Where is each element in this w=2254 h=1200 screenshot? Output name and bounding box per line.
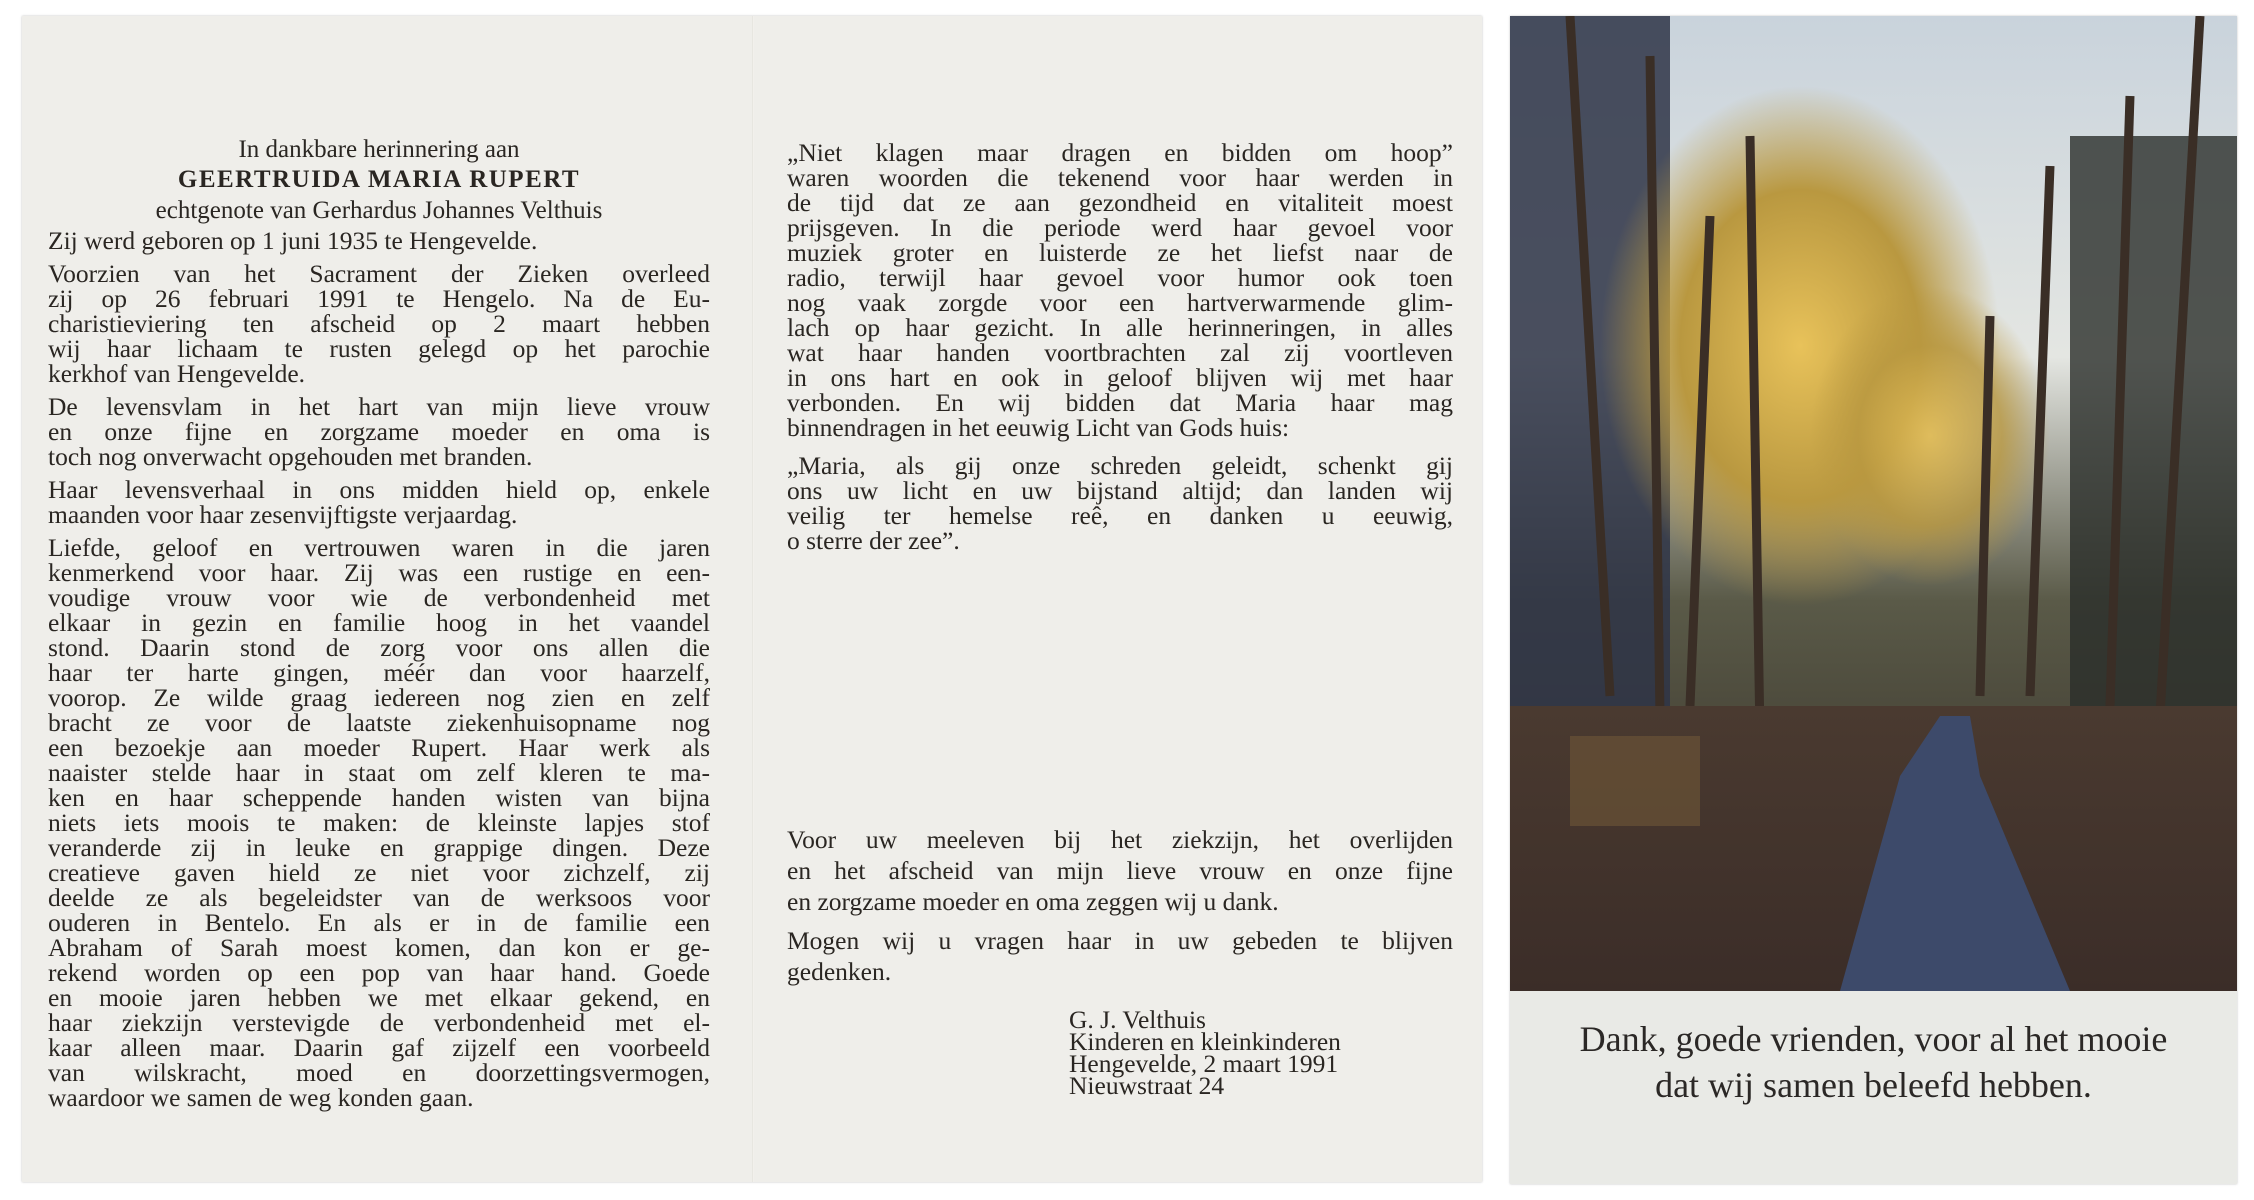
text-line: in ons hart en ook in geloof blijven wij met haar (787, 363, 1453, 392)
text-line: Zij werd geboren op 1 juni 1935 te Hengevelde. (48, 226, 538, 255)
text-line: veranderde zij in leuke en grappige dingen. Deze (48, 833, 710, 862)
text-line: rekend worden op een pop van haar hand. Goede (48, 958, 710, 987)
text-line: van wilskracht, moed en doorzettingsvermogen, (48, 1058, 710, 1087)
text-line: en zorgzame moeder en oma zeggen wij u dank. (787, 887, 1279, 916)
text-line: nog vaak zorgde voor een hartverwarmende glim- (787, 288, 1453, 317)
text-line: elkaar in gezin en familie hoog in het vaandel (48, 608, 710, 637)
text-line: wat haar handen voortbrachten zal zij voortleven (787, 338, 1453, 367)
text-line: „Maria, als gij onze schreden geleidt, schenkt gij (787, 451, 1453, 480)
spouse-line: echtgenote van Gerhardus Johannes Velthuis (155, 197, 603, 224)
autumn-forest-photo (1510, 16, 2237, 991)
text-line: ouderen in Bentelo. En als er in de familie een (48, 908, 710, 937)
text-line: toch nog onverwacht opgehouden met branden. (48, 442, 533, 471)
paragraph (48, 394, 710, 469)
text-line: gedenken. (787, 957, 892, 986)
paragraph (48, 261, 710, 386)
text-line: verbonden. En wij bidden dat Maria haar mag (787, 388, 1453, 417)
text-line: prijsgeven. In die periode werd haar gevoel voor (787, 213, 1453, 242)
paragraph (787, 824, 1453, 917)
deceased-name: GEERTRUIDA MARIA RUPERT (177, 166, 581, 193)
middle-panel (787, 140, 1453, 553)
paragraph (787, 140, 1453, 440)
paragraph (48, 535, 710, 1110)
text-line: „Niet klagen maar dragen en bidden om hoop” (787, 138, 1453, 167)
text-line: ons uw licht en uw bijstand altijd; dan landen wij (787, 476, 1453, 505)
text-line: lach op haar gezicht. In alle herinneringen, in alles (787, 313, 1453, 342)
left-panel (48, 134, 710, 1110)
text-line: bracht ze voor de laatste ziekenhuisopname nog (48, 708, 710, 737)
text-line: en mooie jaren hebben we met elkaar gekend, en (48, 983, 710, 1012)
memorial-card-front (1510, 16, 2237, 1184)
signature-block (1069, 1005, 1341, 1100)
paragraph (48, 477, 710, 527)
text-line: o sterre der zee”. (787, 526, 960, 555)
text-line: ken en haar scheppende handen wisten van bijna (48, 783, 710, 812)
paragraph (787, 925, 1453, 987)
text-line: Haar levensverhaal in ons midden hield op, enkele (48, 475, 710, 504)
text-line: wij haar lichaam te rusten gelegd op het parochie (48, 334, 710, 363)
signature-line: G. J. Velthuis (1069, 1005, 1206, 1034)
text-line: niets iets moois te maken: de kleinste lapjes stof (48, 808, 710, 837)
text-line: Mogen wij u vragen haar in uw gebeden te blijven (787, 926, 1453, 955)
paragraph (787, 453, 1453, 553)
text-line: stond. Daarin stond de zorg voor ons allen die (48, 633, 710, 662)
signature-line: Hengevelde, 2 maart 1991 (1069, 1049, 1339, 1078)
text-line: Abraham of Sarah moest komen, dan kon er ge- (48, 933, 710, 962)
card-fold (752, 16, 754, 1182)
text-line: veilig ter hemelse reê, en danken u eeuwig, (787, 501, 1453, 530)
text-line: De levensvlam in het hart van mijn lieve vrouw (48, 392, 710, 421)
text-line: naaister stelde haar in staat om zelf kleren te ma- (48, 758, 710, 787)
text-line: Liefde, geloof en vertrouwen waren in die jaren (48, 533, 710, 562)
text-line: zij op 26 februari 1991 te Hengelo. Na de Eu- (48, 284, 710, 313)
text-line: voudige vrouw voor wie de verbondenheid met (48, 583, 710, 612)
text-line: voorop. Ze wilde graag iedereen nog zien en zelf (48, 683, 710, 712)
text-line: charistieviering ten afscheid op 2 maart hebben (48, 309, 710, 338)
text-line: de tijd dat ze aan gezondheid en vitaliteit moest (787, 188, 1453, 217)
text-line: kaar alleen maar. Daarin gaf zijzelf een voorbeeld (48, 1033, 710, 1062)
memorial-card-inside (22, 16, 1482, 1182)
biography-text (48, 228, 710, 1110)
text-line: waren woorden die tekenend voor haar werden in (787, 163, 1453, 192)
text-line: maanden voor haar zesenvijftigste verjaardag. (48, 500, 518, 529)
caption-line: Dank, goede vrienden, voor al het mooie (1579, 1019, 2168, 1059)
intro-line: In dankbare herinnering aan (238, 136, 520, 163)
reflection-text (787, 140, 1453, 553)
text-line: radio, terwijl haar gevoel voor humor ook toen (787, 263, 1453, 292)
text-line: en het afscheid van mijn lieve vrouw en onze fijne (787, 856, 1453, 885)
signature-line: Kinderen en kleinkinderen (1069, 1027, 1341, 1056)
text-line: haar ter harte gingen, méér dan voor haarzelf, (48, 658, 710, 687)
thanks-text (787, 824, 1453, 987)
text-line: deelde ze als begeleidster van de werksoos voor (48, 883, 710, 912)
text-line: en onze fijne en zorgzame moeder en oma is (48, 417, 710, 446)
paragraph (48, 228, 710, 253)
text-line: kenmerkend voor haar. Zij was een rustige en een- (48, 558, 710, 587)
text-line: haar ziekzijn verstevigde de verbondenheid met el- (48, 1008, 710, 1037)
photo-caption (1510, 1016, 2237, 1108)
signature-line: Nieuwstraat 24 (1069, 1071, 1225, 1100)
text-line: kerkhof van Hengevelde. (48, 359, 306, 388)
text-line: muziek groter en luisterde ze het liefst naar de (787, 238, 1453, 267)
text-line: creatieve gaven hield ze niet voor zichzelf, zij (48, 858, 710, 887)
text-line: een bezoekje aan moeder Rupert. Haar werk als (48, 733, 710, 762)
text-line: binnendragen in het eeuwig Licht van Gods huis: (787, 413, 1290, 442)
caption-line: dat wij samen beleefd hebben. (1655, 1065, 2092, 1105)
text-line: waardoor we samen de weg konden gaan. (48, 1083, 474, 1112)
text-line: Voor uw meeleven bij het ziekzijn, het overlijden (787, 825, 1453, 854)
text-line: Voorzien van het Sacrament der Zieken overleed (48, 259, 710, 288)
